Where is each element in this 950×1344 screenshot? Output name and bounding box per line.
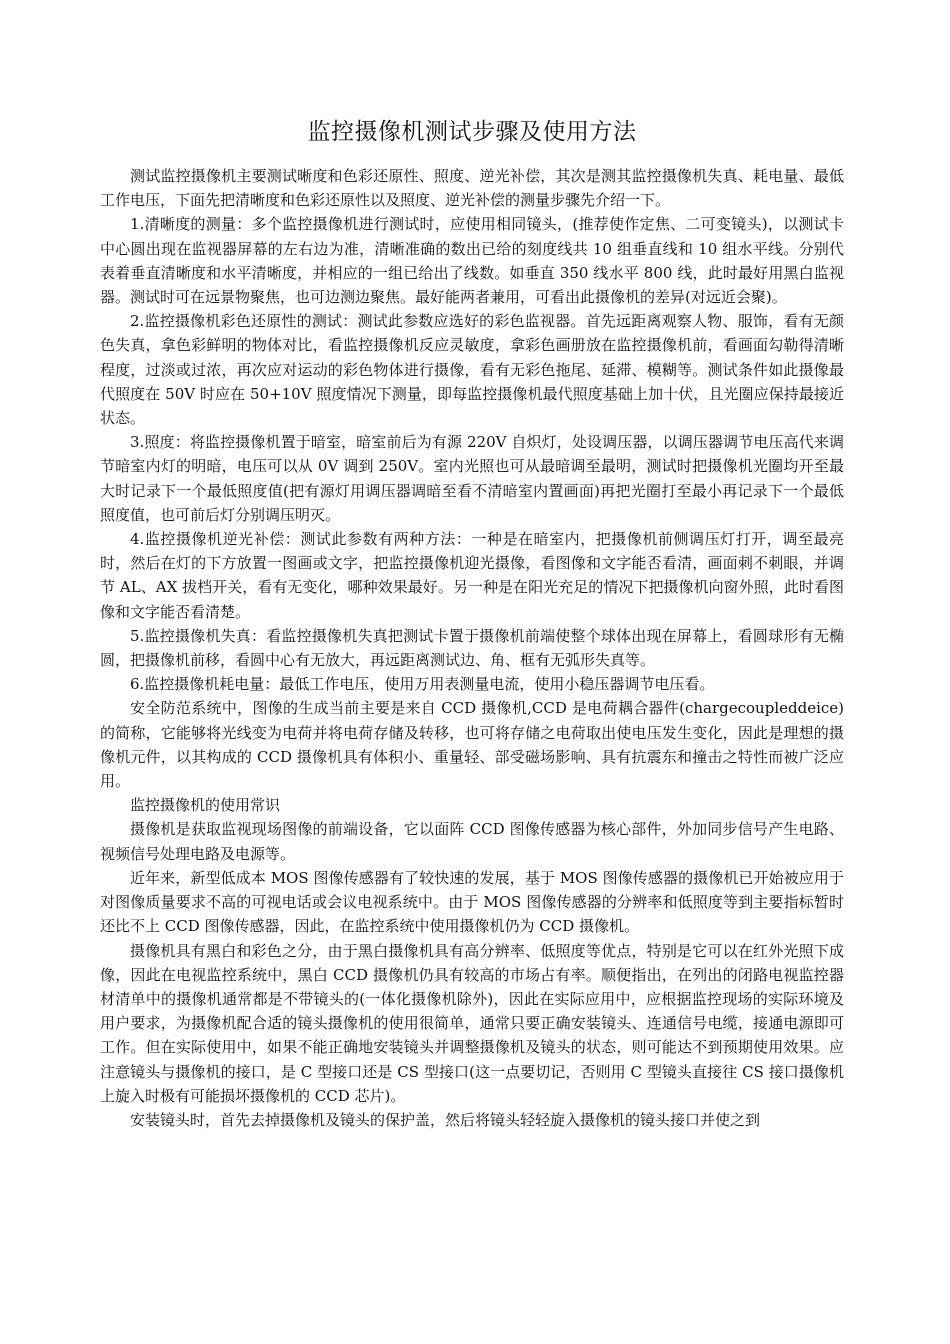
paragraph-clarity: 1.清晰度的测量：多个监控摄像机进行测试时，应使用相同镜头，(推荐使作定焦、二可变镜头)，以测试卡中心圆出现在监视器屏幕的左右边为准，清晰准确的数出已给的刻度线共 10 组垂直线和 10 组水平线。分别代表着垂直清晰度和水平清晰度，并相应的一组已给出了线数。如垂直 350 线水平 800 线，此时最好用黑白监视器。测试时可在远景物聚焦，也可边测边聚焦。最好能两者兼用，可看出此摄像机的差异(对远近会聚)。 [100,215,844,307]
paragraph-bw-color: 摄像机具有黑白和彩色之分，由于黑白摄像机具有高分辨率、低照度等优点，特别是它可以在红外光照下成像，因此在电视监控系统中，黑白 CCD 摄像机仍具有较高的市场占有率。顺便指出，在列出的闭路电视监控器材清单中的摄像机通常都是不带镜头的(一体化摄像机除外)，因此在实际应用中，应根据监控现场的实际环境及用户要求，为摄像机配合适的镜头摄像机的使用很简单，通常只要正确安装镜头、连通信号电缆，接通电源即可工作。但在实际使用中，如果不能正确地安装镜头并调整摄像机及镜头的状态，则可能达不到预期使用效果。应注意镜头与摄像机的接口，是 C 型接口还是 CS 型接口(这一点要切记，否则用 C 型镜头直接往 CS 接口摄像机上旋入时极有可能损坏摄像机的 CCD 芯片)。 [100,941,844,1105]
paragraph-ccd: 安全防范系统中，图像的生成当前主要是来自 CCD 摄像机,CCD 是电荷耦合器件(chargecoupleddeice)的简称，它能够将光线变为电荷并将电荷存储及转移，也可将存储之电荷取出使电压发生变化，因此是理想的摄像机元件，以其构成的 CCD 摄像机具有体积小、重量轻、部受磁场影响、具有抗震东和撞击之特性而被广泛应用。 [100,699,844,791]
document-title: 监控摄像机测试步骤及使用方法 [307,119,637,145]
paragraph-mos: 近年来，新型低成本 MOS 图像传感器有了较快速的发展，基于 MOS 图像传感器的摄像机已开始被应用于对图像质量要求不高的可视电话或会议电视系统中。由于 MOS 图像传感器的分辨率和低照度等到主要指标暂时还比不上 CCD 图像传感器，因此，在监控系统中使用摄像机仍为 CCD 摄像机。 [100,868,844,936]
paragraph-illuminance: 3.照度：将监控摄像机置于暗室，暗室前后为有源 220V 自炽灯，处设调压器，以调压器调节电压高代来调节暗室内灯的明暗，电压可以从 0V 调到 250V。室内光照也可从最暗调至最明，测试时把摄像机光圈均开至最大时记录下一个最低照度值(把有源灯用调压器调暗至看不清暗室内置画面)再把光圈打至最小再记录下一个最低照度值，也可前后灯分别调压明灭。 [100,433,844,524]
document-page [100,112,844,1132]
section-heading: 监控摄像机的使用常识 [130,796,281,815]
paragraph-backlight: 4.监控摄像机逆光补偿：测试此参数有两种方法：一种是在暗室内，把摄像机前侧调压灯打开，调至最亮时，然后在灯的下方放置一图画或文字，把监控摄像机迎光摄像，看图像和文字能否看清，画面刺不刺眼，并调节 AL、AX 拔档开关，看有无变化，哪种效果最好。另一种是在阳光充足的情况下把摄像机向窗外照，此时看图像和文字能否看清楚。 [100,530,844,621]
paragraph-color: 2.监控摄像机彩色还原性的测试：测试此参数应选好的彩色监视器。首先远距离观察人物、服饰，看有无颜色失真，拿色彩鲜明的物体对比，看监控摄像机反应灵敏度，拿彩色画册放在监控摄像机前，看画面勾勒得清晰程度，过淡或过浓，再次应对运动的彩色物体进行摄像，看有无彩色拖尾、延滞、模糊等。测试条件如此摄像最代照度在 50V 时应在 50+10V 照度情况下测量，即每监控摄像机最代照度基础上加十伏，且光圈应保持最接近状态。 [100,312,844,428]
paragraph-power: 6.监控摄像机耗电量：最低工作电压，使用万用表测量电流，使用小稳压器调节电压看。 [130,675,715,694]
paragraph-camera-definition: 摄像机是获取监视现场图像的前端设备，它以面阵 CCD 图像传感器为核心部件，外加同步信号产生电路、视频信号处理电路及电源等。 [100,820,844,863]
paragraph-distortion: 5.监控摄像机失真：看监控摄像机失真把测试卡置于摄像机前端使整个球体出现在屏幕上，看圆球形有无椭圆，把摄像机前移，看圆中心有无放大，再远距离测试边、角、框有无弧形失真等。 [100,626,844,670]
paragraph-lens-install: 安装镜头时，首先去掉摄像机及镜头的保护盖，然后将镜头轻轻旋入摄像机的镜头接口并使之到 [130,1110,761,1129]
paragraph-intro: 测试监控摄像机主要测试晰度和色彩还原性、照度、逆光补偿，其次是测其监控摄像机失真、耗电量、最低工作电压，下面先把清晰度和色彩还原性以及照度、逆光补偿的测量步骤先介绍一下。 [100,167,844,210]
